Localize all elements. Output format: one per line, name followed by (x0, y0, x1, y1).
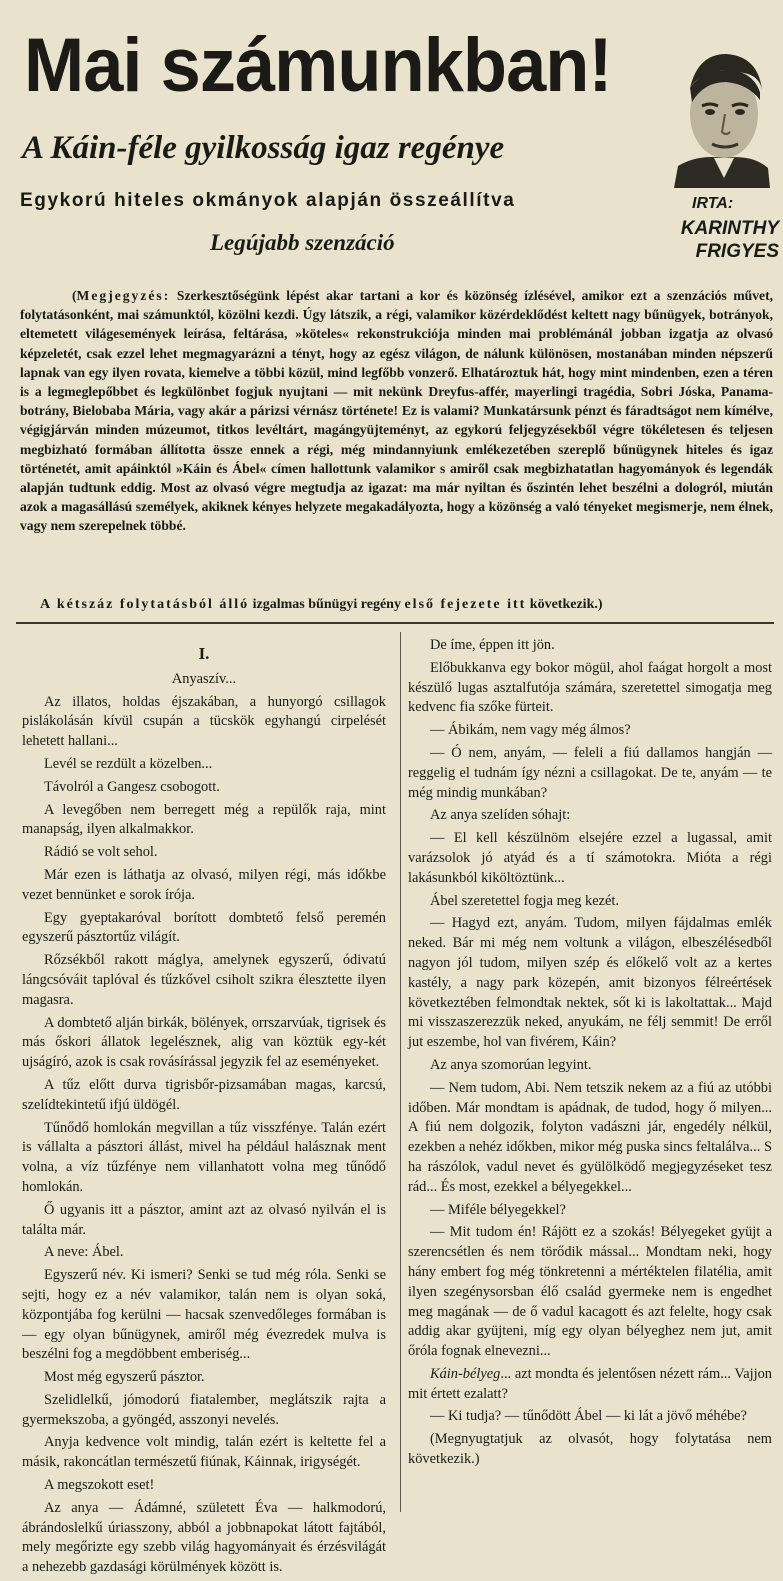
left-column (22, 636, 386, 1581)
kain-stamp-quote: Káin-bélyeg (430, 1365, 501, 1382)
paragraph: Ő ugyanis itt a pásztor, amint azt az olvasó nyilván el is találta már. (22, 1201, 386, 1238)
paragraph: Levél se rezdült a közelben... (44, 755, 213, 772)
paragraph: Az anya szelíden sóhajt: (430, 807, 571, 824)
paragraph: A levegőben nem berregett még a repülők raja, mint manapság, ilyen alkalmakkor. (22, 801, 386, 838)
paragraph: A megszokott eset! (44, 1477, 155, 1494)
author-name (664, 217, 779, 263)
paragraph (408, 1365, 772, 1405)
closing-part-c: első fejezete itt (404, 597, 527, 612)
closing-part-b: izgalmas bűnügyi regény (249, 597, 405, 612)
paragraph: A tűz előtt durva tigrisbőr-pizsamában magas, karcsú, szelídtekintetű ifjú üldögél. (22, 1076, 386, 1113)
closing-part-d: következik.) (526, 597, 603, 612)
paragraph: Ábel szeretettel fogja meg kezét. (430, 892, 619, 909)
paragraph: Már ezen is láthatja az olvasó, milyen régi, más időkbe vezet bennünket e sorok írója. (22, 866, 386, 903)
chapter-number: I. (198, 644, 210, 663)
paragraph: Egy gyeptakaróval borított dombtető felső peremén egyszerű pásztortűz világít. (22, 909, 386, 946)
paragraph: Egyszerű név. Ki ismeri? Senki se tud még róla. Senki se sejti, hogy ez a név valamikor, talán nem is olyan soká, központjába fog kerülni — hacsak szenvedőleges formában is — egy olyan bűnügynek, amiről még évezredek mulva is beszélni fog a megdöbbent emberiség... (22, 1267, 386, 1363)
paragraph: — Nem tudom, Abi. Nem tetszik nekem az a fiú az utóbbi időben. Már mondtam is apádnak, de tudod, hogy ő milyen... A fiú nem dolgozik, folyton vadászni jár, engedély nélkül, ezekben a nehéz időkben, mikor még puska sincs feltalálva... S ha rászólok, vadul nevet és gyülölködő megjegyzéseket tesz rád... És most, ezekkel a bélyegekkel... (408, 1079, 772, 1195)
paragraph: Tűnődő homlokán megvillan a tűz visszfénye. Talán ezért is vállalta a pásztori állást, mivel ha például halásznak ment volna, a víz tűzfénye nem villanhatott volna meg tűnődő homlokán. (22, 1119, 386, 1195)
article-title: A Káin-féle gyilkosság igaz regénye (22, 130, 505, 166)
paragraph: — Hagyd ezt, anyám. Tudom, milyen fájdalmas emlék neked. Bár mi még nem voltunk a világon, elbeszélésedből nagyon jól tudom, milyen szép és előkelő volt az a kertes kastély, a nagy park közepén, amit bizonyos félreértések következtében felmondtak nektek, sőt ki is lakoltattak... Majd mi visszaszerezzük neked, anyukám, ne félj semmit! De erről jut eszembe, hol van fivérem, Káin? (408, 915, 772, 1051)
editor-note-label: Megjegyzés: (76, 288, 171, 303)
right-column (408, 636, 772, 1473)
paragraph: Most még egyszerű pásztor. (44, 1369, 205, 1386)
paragraph: Az anya szomorúan legyint. (430, 1056, 592, 1073)
paragraph: A neve: Ábel. (44, 1244, 124, 1261)
paragraph: (Megnyugtatjuk az olvasót, hogy folytatása nem következik.) (408, 1431, 772, 1468)
author-last-name: FRIGYES (695, 241, 779, 262)
paragraph: — Ki tudja? — tűnődött Ábel — ki lát a jövő méhébe? (430, 1408, 747, 1425)
paragraph: — Miféle bélyegekkel? (430, 1201, 566, 1218)
paragraph: Anyja kedvence volt mindig, talán ezért is keltette fel a másik, rakoncátlan természetű fiúnak, Káinnak, irigységét. (22, 1434, 386, 1471)
paragraph: A dombtető alján birkák, bölények, orrszarvúak, tigrisek és más őskori állatok legelésznek, alig van köztük egy-két ujságíró, azok is csak rovásírással jegyzik fel az eseményeket. (22, 1014, 386, 1071)
paragraph: — Mit tudom én! Rájött ez a szokás! Bélyegeket gyüjt a szerencsétlen és nem törődik mással... Mondtam neki, hogy hány embert fog még tönkretenni a mértéktelen filatélia, amit ilyen szegénysorsban élő család gyermeke nem is engedhet meg magának — de ő vadul kacagott és azt felelte, hogy csak addig akar gyüjteni, míg egy olyan bélyeghez nem jut, amit őróla fognak elnevezni... (408, 1224, 772, 1360)
masthead: Mai számunkban! (24, 23, 612, 108)
paragraph: Az illatos, holdas éjszakában, a hunyorgó csillagok pislákolásán kívül csupán a tücskök egyhangú cirpelését lehetett hallani... (22, 693, 386, 750)
column-divider (400, 632, 401, 1512)
section-divider (16, 622, 774, 624)
author-first-name: KARINTHY (680, 218, 779, 239)
editor-note-body: Szerkesztőségünk lépést akar tartani a kor és közönség ízlésével, amikor ezt a szenzációs művet, folytatásonként, mai számunktól, közölni kezdi. Úgy látszik, a régi, valamikor közérdeklődést keltett nagy bűnügyek, botrányok, eltemetett világesemények leírása, feltárása, »köteles« rekonstrukciója minden mai problémánál jobban izgatja az olvasó képzeletét, csak ezzel lehet megmagyarázni a tényt, hogy az egész világon, de nálunk különösen, mostanában minden népszerű lapnak van egy ilyen rovata, kiemelve a többi közül, mind legfőbb vonzerő. Elhatároztuk hát, hogy mint mindenben, ezen a téren is a legmeglepőbbet és legkülönbet fogjuk nyujtani — mit nekünk Dreyfus-affér, mayerlingi tragédia, Sobri Jóska, Panama-botrány, Bielobaba Mária, vagy akár a párizsi vérnász története! Ez is valami? Munkatársunk pénzt és fáradtságot nem kímélve, végigjárván minden múzeumot, titkos levéltárt, magángyüjteményt, az egykorú feljegyzésekből végre tökéletesen és teljesen megbizható formában állította össze ennek a régi, még mindannyiunk emlékezetében szereplő bűnügynek hiteles és igaz történetét, amit apáinktól »Káin és Ábel« címen hallottunk valamikor s amiről csak megbizhatatlan hagyományok és legendák alapján tudtunk eddig. Most az olvasó végre megtudja az igazat: ma már nyiltan és őszintén lehet beszélni a dologról, miután azok a magasállású személyek, akiknek kényes helyzete megakadályozta, hogy a közönség a való tényeket megismerje, nem élnek, vagy nem szerepelnek többé. (20, 288, 773, 534)
quote-tail: ... azt mondta és jelentősen nézett rám... Vajjon mit értett ezalatt? (408, 1365, 772, 1402)
paragraph: De íme, éppen itt jön. (430, 637, 555, 653)
editor-note-closing (40, 597, 780, 613)
paragraph: — Ó nem, anyám, — feleli a fiú dallamos hangján — reggelig el tudnám így nézni a csillagokat. De te, anyám — te még mindig munkában? (408, 744, 772, 801)
tagline: Egykorú hiteles okmányok alapján összeállítva (20, 190, 516, 211)
paragraph: Az anya — Ádámné, született Éva — halkmodorú, ábrándoslelkű úriasszony, abból a jobbnapokat látott fajtából, mely megőrizte egy szebb világ hagyományait és érzésvilágát a nehezebb gazdasági körülmények között is. (22, 1499, 386, 1576)
author-by-label: IRTA: (692, 195, 734, 212)
editor-note (20, 286, 773, 536)
editor-note-paragraph: (Megjegyzés: Szerkesztőségünk lépést akar tartani a kor és közönség ízlésével, amikor ezt a szenzációs művet, folytatásonként, mai számunktól, közölni kezdi. Úgy látszik, a régi, valamikor közérdeklődést keltett nagy bűnügyek, botrányok, eltemetett világesemények leírása, feltárása, »köteles« rekonstrukciója minden mai problémánál jobban izgatja az olvasó képzeletét, csak ezzel lehet megmagyarázni a tényt, hogy az egész világon, de nálunk különösen, mostanában minden népszerű lapnak van egy ilyen rovata, kiemelve a többi közül, mind legfőbb vonzerő. Elhatároztuk hát, hogy mint mindenben, ezen a téren is a legmeglepőbbet és legkülönbet fogjuk nyujtani — mit nekünk Dreyfus-affér, mayerlingi tragédia, Sobri Jóska, Panama-botrány, Bielobaba Mária, vagy akár a párizsi vérnász története! Ez is valami? Munkatársunk pénzt és fáradtságot nem kímélve, végigjárván minden múzeumot, titkos levéltárt, magángyüjteményt, az egykorú feljegyzésekből végre tökéletesen és teljesen megbizható formában állította össze ennek a régi, még mindannyiunk emlékezetében szereplő bűnügynek hiteles és igaz történetét, amit apáinktól »Káin és Ábel« címen hallottunk valamikor s amiről csak megbizhatatlan hagyományok és legendák alapján tudtunk eddig. Most az olvasó végre megtudja az igazat: ma már nyiltan és őszintén lehet beszélni a dologról, miután azok a magasállású személyek, akiknek kényes helyzete megakadályozta, hogy a közönség a való tényeket megismerje, nem élnek, vagy nem szerepelnek többé. (20, 288, 773, 534)
paragraph: Távolról a Gangesz csobogott. (44, 778, 220, 795)
author-portrait (668, 48, 770, 188)
closing-part-a: A kétszáz folytatásból álló (40, 597, 250, 612)
chapter-heading: Anyaszív... (171, 670, 237, 687)
paragraph: — El kell készülnöm elsejére ezzel a lugassal, amit varázsolok jó atyád és a tí számotokra. Mióta a régi lakásunkból kiköltöztünk... (408, 830, 772, 886)
latest-label: Legújabb szenzáció (210, 230, 395, 255)
paragraph: Rádió se volt sehol. (44, 844, 158, 861)
paragraph: — Ábikám, nem vagy még álmos? (430, 722, 631, 739)
paragraph: Rőzsékből rakott máglya, amelynek egyszerű, ódivatú lángcsóváit taplóval és tűzkővel csiholt szikra élesztette ilyen magasra. (22, 952, 386, 1008)
paragraph: Előbukkanva egy bokor mögül, ahol faágat horgolt a most készülő lugas asztalfutója számára, szeretettel simogatja meg kedvenc fia szőke fürteit. (408, 659, 772, 716)
paragraph: Szelidlelkű, jómodorú fiatalember, meglátszik rajta a gyermekszoba, a gyöngéd, asszonyi nevelés. (22, 1391, 386, 1428)
